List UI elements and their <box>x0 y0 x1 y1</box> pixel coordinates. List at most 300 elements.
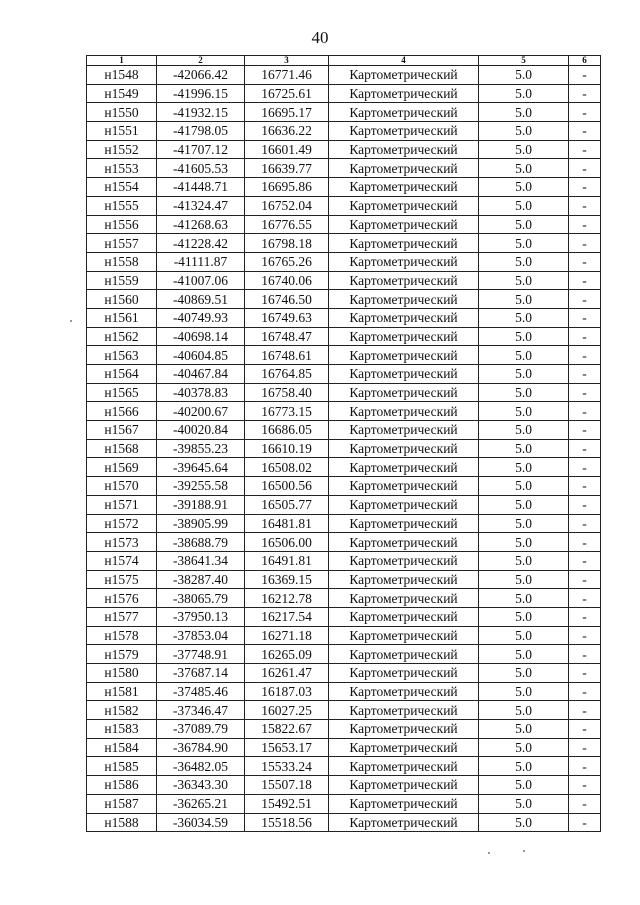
x-coordinate-cell: -41798.05 <box>157 122 245 141</box>
note-cell: - <box>569 514 601 533</box>
method-cell: Картометрический <box>329 776 479 795</box>
x-coordinate-cell: -40020.84 <box>157 421 245 440</box>
accuracy-cell: 5.0 <box>479 664 569 683</box>
note-cell: - <box>569 308 601 327</box>
table-row <box>87 346 601 365</box>
note-cell: - <box>569 421 601 440</box>
method-cell: Картометрический <box>329 757 479 776</box>
accuracy-cell: 5.0 <box>479 720 569 739</box>
note-cell: - <box>569 66 601 85</box>
method-cell: Картометрический <box>329 215 479 234</box>
table-row <box>87 290 601 309</box>
method-cell: Картометрический <box>329 533 479 552</box>
y-coordinate-cell: 16748.47 <box>245 327 329 346</box>
page-number: 40 <box>311 28 329 47</box>
table-row <box>87 140 601 159</box>
accuracy-cell: 5.0 <box>479 421 569 440</box>
y-coordinate-cell: 16765.26 <box>245 252 329 271</box>
accuracy-cell: 5.0 <box>479 215 569 234</box>
table-row <box>87 570 601 589</box>
x-coordinate-cell: -36482.05 <box>157 757 245 776</box>
accuracy-cell: 5.0 <box>479 626 569 645</box>
accuracy-cell: 5.0 <box>479 252 569 271</box>
table-row <box>87 308 601 327</box>
table-row <box>87 421 601 440</box>
point-id-cell: н1558 <box>87 252 157 271</box>
table-row <box>87 533 601 552</box>
accuracy-cell: 5.0 <box>479 290 569 309</box>
note-cell: - <box>569 701 601 720</box>
table-row <box>87 701 601 720</box>
point-id-cell: н1572 <box>87 514 157 533</box>
point-id-cell: н1562 <box>87 327 157 346</box>
table-row <box>87 66 601 85</box>
y-coordinate-cell: 16746.50 <box>245 290 329 309</box>
accuracy-cell: 5.0 <box>479 813 569 832</box>
y-coordinate-cell: 16752.04 <box>245 196 329 215</box>
x-coordinate-cell: -40869.51 <box>157 290 245 309</box>
point-id-cell: н1573 <box>87 533 157 552</box>
note-cell: - <box>569 234 601 253</box>
accuracy-cell: 5.0 <box>479 589 569 608</box>
method-cell: Картометрический <box>329 327 479 346</box>
table-row <box>87 439 601 458</box>
note-cell: - <box>569 682 601 701</box>
method-cell: Картометрический <box>329 458 479 477</box>
method-cell: Картометрический <box>329 664 479 683</box>
y-coordinate-cell: 16500.56 <box>245 477 329 496</box>
table-row <box>87 514 601 533</box>
point-id-cell: н1551 <box>87 122 157 141</box>
x-coordinate-cell: -37687.14 <box>157 664 245 683</box>
y-coordinate-cell: 16491.81 <box>245 551 329 570</box>
accuracy-cell: 5.0 <box>479 103 569 122</box>
note-cell: - <box>569 252 601 271</box>
note-cell: - <box>569 720 601 739</box>
y-coordinate-cell: 16748.61 <box>245 346 329 365</box>
note-cell: - <box>569 159 601 178</box>
y-coordinate-cell: 16725.61 <box>245 84 329 103</box>
note-cell: - <box>569 271 601 290</box>
x-coordinate-cell: -40378.83 <box>157 383 245 402</box>
y-coordinate-cell: 16798.18 <box>245 234 329 253</box>
x-coordinate-cell: -36784.90 <box>157 738 245 757</box>
table-row <box>87 103 601 122</box>
accuracy-cell: 5.0 <box>479 682 569 701</box>
x-coordinate-cell: -38688.79 <box>157 533 245 552</box>
x-coordinate-cell: -40604.85 <box>157 346 245 365</box>
x-coordinate-cell: -41268.63 <box>157 215 245 234</box>
method-cell: Картометрический <box>329 607 479 626</box>
x-coordinate-cell: -39855.23 <box>157 439 245 458</box>
accuracy-cell: 5.0 <box>479 701 569 720</box>
accuracy-cell: 5.0 <box>479 327 569 346</box>
method-cell: Картометрический <box>329 365 479 384</box>
accuracy-cell: 5.0 <box>479 346 569 365</box>
accuracy-cell: 5.0 <box>479 776 569 795</box>
x-coordinate-cell: -41707.12 <box>157 140 245 159</box>
x-coordinate-cell: -37950.13 <box>157 607 245 626</box>
method-cell: Картометрический <box>329 290 479 309</box>
point-id-cell: н1581 <box>87 682 157 701</box>
point-id-cell: н1554 <box>87 178 157 197</box>
note-cell: - <box>569 84 601 103</box>
point-id-cell: н1561 <box>87 308 157 327</box>
note-cell: - <box>569 626 601 645</box>
method-cell: Картометрический <box>329 738 479 757</box>
method-cell: Картометрический <box>329 140 479 159</box>
x-coordinate-cell: -37853.04 <box>157 626 245 645</box>
accuracy-cell: 5.0 <box>479 271 569 290</box>
method-cell: Картометрический <box>329 234 479 253</box>
table-row <box>87 757 601 776</box>
table-row <box>87 271 601 290</box>
point-id-cell: н1578 <box>87 626 157 645</box>
note-cell: - <box>569 122 601 141</box>
coordinates-table <box>86 55 601 832</box>
note-cell: - <box>569 402 601 421</box>
note-cell: - <box>569 477 601 496</box>
x-coordinate-cell: -39255.58 <box>157 477 245 496</box>
scan-speck <box>70 320 72 322</box>
point-id-cell: н1576 <box>87 589 157 608</box>
accuracy-cell: 5.0 <box>479 477 569 496</box>
method-cell: Картометрический <box>329 271 479 290</box>
method-cell: Картометрический <box>329 477 479 496</box>
point-id-cell: н1555 <box>87 196 157 215</box>
table-row <box>87 84 601 103</box>
y-coordinate-cell: 16369.15 <box>245 570 329 589</box>
table-row <box>87 477 601 496</box>
y-coordinate-cell: 16695.17 <box>245 103 329 122</box>
method-cell: Картометрический <box>329 551 479 570</box>
table-row <box>87 122 601 141</box>
y-coordinate-cell: 16610.19 <box>245 439 329 458</box>
accuracy-cell: 5.0 <box>479 308 569 327</box>
y-coordinate-cell: 15492.51 <box>245 794 329 813</box>
method-cell: Картометрический <box>329 66 479 85</box>
point-id-cell: н1566 <box>87 402 157 421</box>
x-coordinate-cell: -36265.21 <box>157 794 245 813</box>
x-coordinate-cell: -41324.47 <box>157 196 245 215</box>
accuracy-cell: 5.0 <box>479 66 569 85</box>
y-coordinate-cell: 16695.86 <box>245 178 329 197</box>
table-row <box>87 720 601 739</box>
y-coordinate-cell: 15518.56 <box>245 813 329 832</box>
x-coordinate-cell: -37485.46 <box>157 682 245 701</box>
y-coordinate-cell: 15533.24 <box>245 757 329 776</box>
scan-speck <box>488 852 490 854</box>
accuracy-cell: 5.0 <box>479 234 569 253</box>
table-row <box>87 589 601 608</box>
point-id-cell: н1574 <box>87 551 157 570</box>
note-cell: - <box>569 551 601 570</box>
y-coordinate-cell: 16776.55 <box>245 215 329 234</box>
x-coordinate-cell: -41448.71 <box>157 178 245 197</box>
note-cell: - <box>569 178 601 197</box>
x-coordinate-cell: -39645.64 <box>157 458 245 477</box>
table-row <box>87 234 601 253</box>
method-cell: Картометрический <box>329 682 479 701</box>
point-id-cell: н1553 <box>87 159 157 178</box>
y-coordinate-cell: 16749.63 <box>245 308 329 327</box>
x-coordinate-cell: -37748.91 <box>157 645 245 664</box>
method-cell: Картометрический <box>329 402 479 421</box>
method-cell: Картометрический <box>329 514 479 533</box>
note-cell: - <box>569 664 601 683</box>
table-row <box>87 607 601 626</box>
note-cell: - <box>569 813 601 832</box>
accuracy-cell: 5.0 <box>479 794 569 813</box>
method-cell: Картометрический <box>329 626 479 645</box>
table-row <box>87 495 601 514</box>
table-header <box>87 56 601 66</box>
table-row <box>87 365 601 384</box>
table-row <box>87 776 601 795</box>
note-cell: - <box>569 327 601 346</box>
x-coordinate-cell: -40467.84 <box>157 365 245 384</box>
y-coordinate-cell: 16773.15 <box>245 402 329 421</box>
method-cell: Картометрический <box>329 570 479 589</box>
column-header-3: 3 <box>245 56 329 66</box>
point-id-cell: н1548 <box>87 66 157 85</box>
y-coordinate-cell: 16601.49 <box>245 140 329 159</box>
note-cell: - <box>569 589 601 608</box>
column-header-6: 6 <box>569 56 601 66</box>
column-header-5: 5 <box>479 56 569 66</box>
table-row <box>87 327 601 346</box>
accuracy-cell: 5.0 <box>479 570 569 589</box>
note-cell: - <box>569 794 601 813</box>
x-coordinate-cell: -36343.30 <box>157 776 245 795</box>
accuracy-cell: 5.0 <box>479 738 569 757</box>
accuracy-cell: 5.0 <box>479 551 569 570</box>
point-id-cell: н1556 <box>87 215 157 234</box>
table-row <box>87 664 601 683</box>
point-id-cell: н1575 <box>87 570 157 589</box>
point-id-cell: н1570 <box>87 477 157 496</box>
table-row <box>87 813 601 832</box>
method-cell: Картометрический <box>329 308 479 327</box>
note-cell: - <box>569 215 601 234</box>
table-row <box>87 458 601 477</box>
method-cell: Картометрический <box>329 346 479 365</box>
point-id-cell: н1586 <box>87 776 157 795</box>
accuracy-cell: 5.0 <box>479 495 569 514</box>
accuracy-cell: 5.0 <box>479 514 569 533</box>
table-row <box>87 551 601 570</box>
note-cell: - <box>569 365 601 384</box>
point-id-cell: н1585 <box>87 757 157 776</box>
x-coordinate-cell: -37089.79 <box>157 720 245 739</box>
point-id-cell: н1568 <box>87 439 157 458</box>
method-cell: Картометрический <box>329 252 479 271</box>
y-coordinate-cell: 16636.22 <box>245 122 329 141</box>
table-body <box>87 66 601 832</box>
note-cell: - <box>569 645 601 664</box>
x-coordinate-cell: -40698.14 <box>157 327 245 346</box>
point-id-cell: н1559 <box>87 271 157 290</box>
x-coordinate-cell: -41111.87 <box>157 252 245 271</box>
y-coordinate-cell: 16261.47 <box>245 664 329 683</box>
point-id-cell: н1557 <box>87 234 157 253</box>
method-cell: Картометрический <box>329 122 479 141</box>
method-cell: Картометрический <box>329 439 479 458</box>
table-row <box>87 178 601 197</box>
point-id-cell: н1564 <box>87 365 157 384</box>
point-id-cell: н1560 <box>87 290 157 309</box>
table-row <box>87 794 601 813</box>
point-id-cell: н1580 <box>87 664 157 683</box>
point-id-cell: н1588 <box>87 813 157 832</box>
point-id-cell: н1577 <box>87 607 157 626</box>
table-row <box>87 215 601 234</box>
y-coordinate-cell: 16758.40 <box>245 383 329 402</box>
point-id-cell: н1565 <box>87 383 157 402</box>
method-cell: Картометрический <box>329 84 479 103</box>
method-cell: Картометрический <box>329 701 479 720</box>
point-id-cell: н1552 <box>87 140 157 159</box>
y-coordinate-cell: 16686.05 <box>245 421 329 440</box>
note-cell: - <box>569 346 601 365</box>
note-cell: - <box>569 738 601 757</box>
x-coordinate-cell: -38641.34 <box>157 551 245 570</box>
accuracy-cell: 5.0 <box>479 84 569 103</box>
accuracy-cell: 5.0 <box>479 645 569 664</box>
accuracy-cell: 5.0 <box>479 159 569 178</box>
column-header-2: 2 <box>157 56 245 66</box>
accuracy-cell: 5.0 <box>479 439 569 458</box>
y-coordinate-cell: 15507.18 <box>245 776 329 795</box>
accuracy-cell: 5.0 <box>479 607 569 626</box>
accuracy-cell: 5.0 <box>479 140 569 159</box>
note-cell: - <box>569 439 601 458</box>
method-cell: Картометрический <box>329 813 479 832</box>
point-id-cell: н1569 <box>87 458 157 477</box>
method-cell: Картометрический <box>329 720 479 739</box>
note-cell: - <box>569 495 601 514</box>
point-id-cell: н1579 <box>87 645 157 664</box>
column-header-4: 4 <box>329 56 479 66</box>
table-row <box>87 196 601 215</box>
header-row <box>87 56 601 66</box>
point-id-cell: н1583 <box>87 720 157 739</box>
note-cell: - <box>569 776 601 795</box>
accuracy-cell: 5.0 <box>479 196 569 215</box>
x-coordinate-cell: -41996.15 <box>157 84 245 103</box>
accuracy-cell: 5.0 <box>479 365 569 384</box>
accuracy-cell: 5.0 <box>479 757 569 776</box>
table-row <box>87 402 601 421</box>
accuracy-cell: 5.0 <box>479 533 569 552</box>
x-coordinate-cell: -41228.42 <box>157 234 245 253</box>
point-id-cell: н1587 <box>87 794 157 813</box>
y-coordinate-cell: 16481.81 <box>245 514 329 533</box>
y-coordinate-cell: 16027.25 <box>245 701 329 720</box>
note-cell: - <box>569 290 601 309</box>
point-id-cell: н1584 <box>87 738 157 757</box>
x-coordinate-cell: -41605.53 <box>157 159 245 178</box>
x-coordinate-cell: -39188.91 <box>157 495 245 514</box>
accuracy-cell: 5.0 <box>479 122 569 141</box>
method-cell: Картометрический <box>329 383 479 402</box>
y-coordinate-cell: 16187.03 <box>245 682 329 701</box>
note-cell: - <box>569 140 601 159</box>
method-cell: Картометрический <box>329 589 479 608</box>
column-header-1: 1 <box>87 56 157 66</box>
accuracy-cell: 5.0 <box>479 402 569 421</box>
point-id-cell: н1550 <box>87 103 157 122</box>
y-coordinate-cell: 15653.17 <box>245 738 329 757</box>
method-cell: Картометрический <box>329 421 479 440</box>
table-row <box>87 645 601 664</box>
table-row <box>87 626 601 645</box>
y-coordinate-cell: 16740.06 <box>245 271 329 290</box>
y-coordinate-cell: 15822.67 <box>245 720 329 739</box>
y-coordinate-cell: 16505.77 <box>245 495 329 514</box>
table-row <box>87 738 601 757</box>
note-cell: - <box>569 607 601 626</box>
note-cell: - <box>569 103 601 122</box>
y-coordinate-cell: 16217.54 <box>245 607 329 626</box>
note-cell: - <box>569 196 601 215</box>
y-coordinate-cell: 16639.77 <box>245 159 329 178</box>
method-cell: Картометрический <box>329 645 479 664</box>
method-cell: Картометрический <box>329 495 479 514</box>
x-coordinate-cell: -38905.99 <box>157 514 245 533</box>
method-cell: Картометрический <box>329 159 479 178</box>
point-id-cell: н1582 <box>87 701 157 720</box>
x-coordinate-cell: -41932.15 <box>157 103 245 122</box>
method-cell: Картометрический <box>329 794 479 813</box>
point-id-cell: н1563 <box>87 346 157 365</box>
x-coordinate-cell: -40749.93 <box>157 308 245 327</box>
table-row <box>87 682 601 701</box>
y-coordinate-cell: 16271.18 <box>245 626 329 645</box>
accuracy-cell: 5.0 <box>479 178 569 197</box>
x-coordinate-cell: -38065.79 <box>157 589 245 608</box>
y-coordinate-cell: 16764.85 <box>245 365 329 384</box>
accuracy-cell: 5.0 <box>479 383 569 402</box>
method-cell: Картометрический <box>329 178 479 197</box>
x-coordinate-cell: -38287.40 <box>157 570 245 589</box>
method-cell: Картометрический <box>329 103 479 122</box>
x-coordinate-cell: -37346.47 <box>157 701 245 720</box>
note-cell: - <box>569 570 601 589</box>
point-id-cell: н1549 <box>87 84 157 103</box>
accuracy-cell: 5.0 <box>479 458 569 477</box>
method-cell: Картометрический <box>329 196 479 215</box>
table-row <box>87 383 601 402</box>
note-cell: - <box>569 383 601 402</box>
note-cell: - <box>569 458 601 477</box>
y-coordinate-cell: 16265.09 <box>245 645 329 664</box>
table-row <box>87 159 601 178</box>
y-coordinate-cell: 16508.02 <box>245 458 329 477</box>
y-coordinate-cell: 16771.46 <box>245 66 329 85</box>
x-coordinate-cell: -36034.59 <box>157 813 245 832</box>
table-row <box>87 252 601 271</box>
note-cell: - <box>569 533 601 552</box>
scan-speck <box>523 850 525 852</box>
y-coordinate-cell: 16212.78 <box>245 589 329 608</box>
note-cell: - <box>569 757 601 776</box>
point-id-cell: н1571 <box>87 495 157 514</box>
x-coordinate-cell: -41007.06 <box>157 271 245 290</box>
y-coordinate-cell: 16506.00 <box>245 533 329 552</box>
point-id-cell: н1567 <box>87 421 157 440</box>
x-coordinate-cell: -42066.42 <box>157 66 245 85</box>
